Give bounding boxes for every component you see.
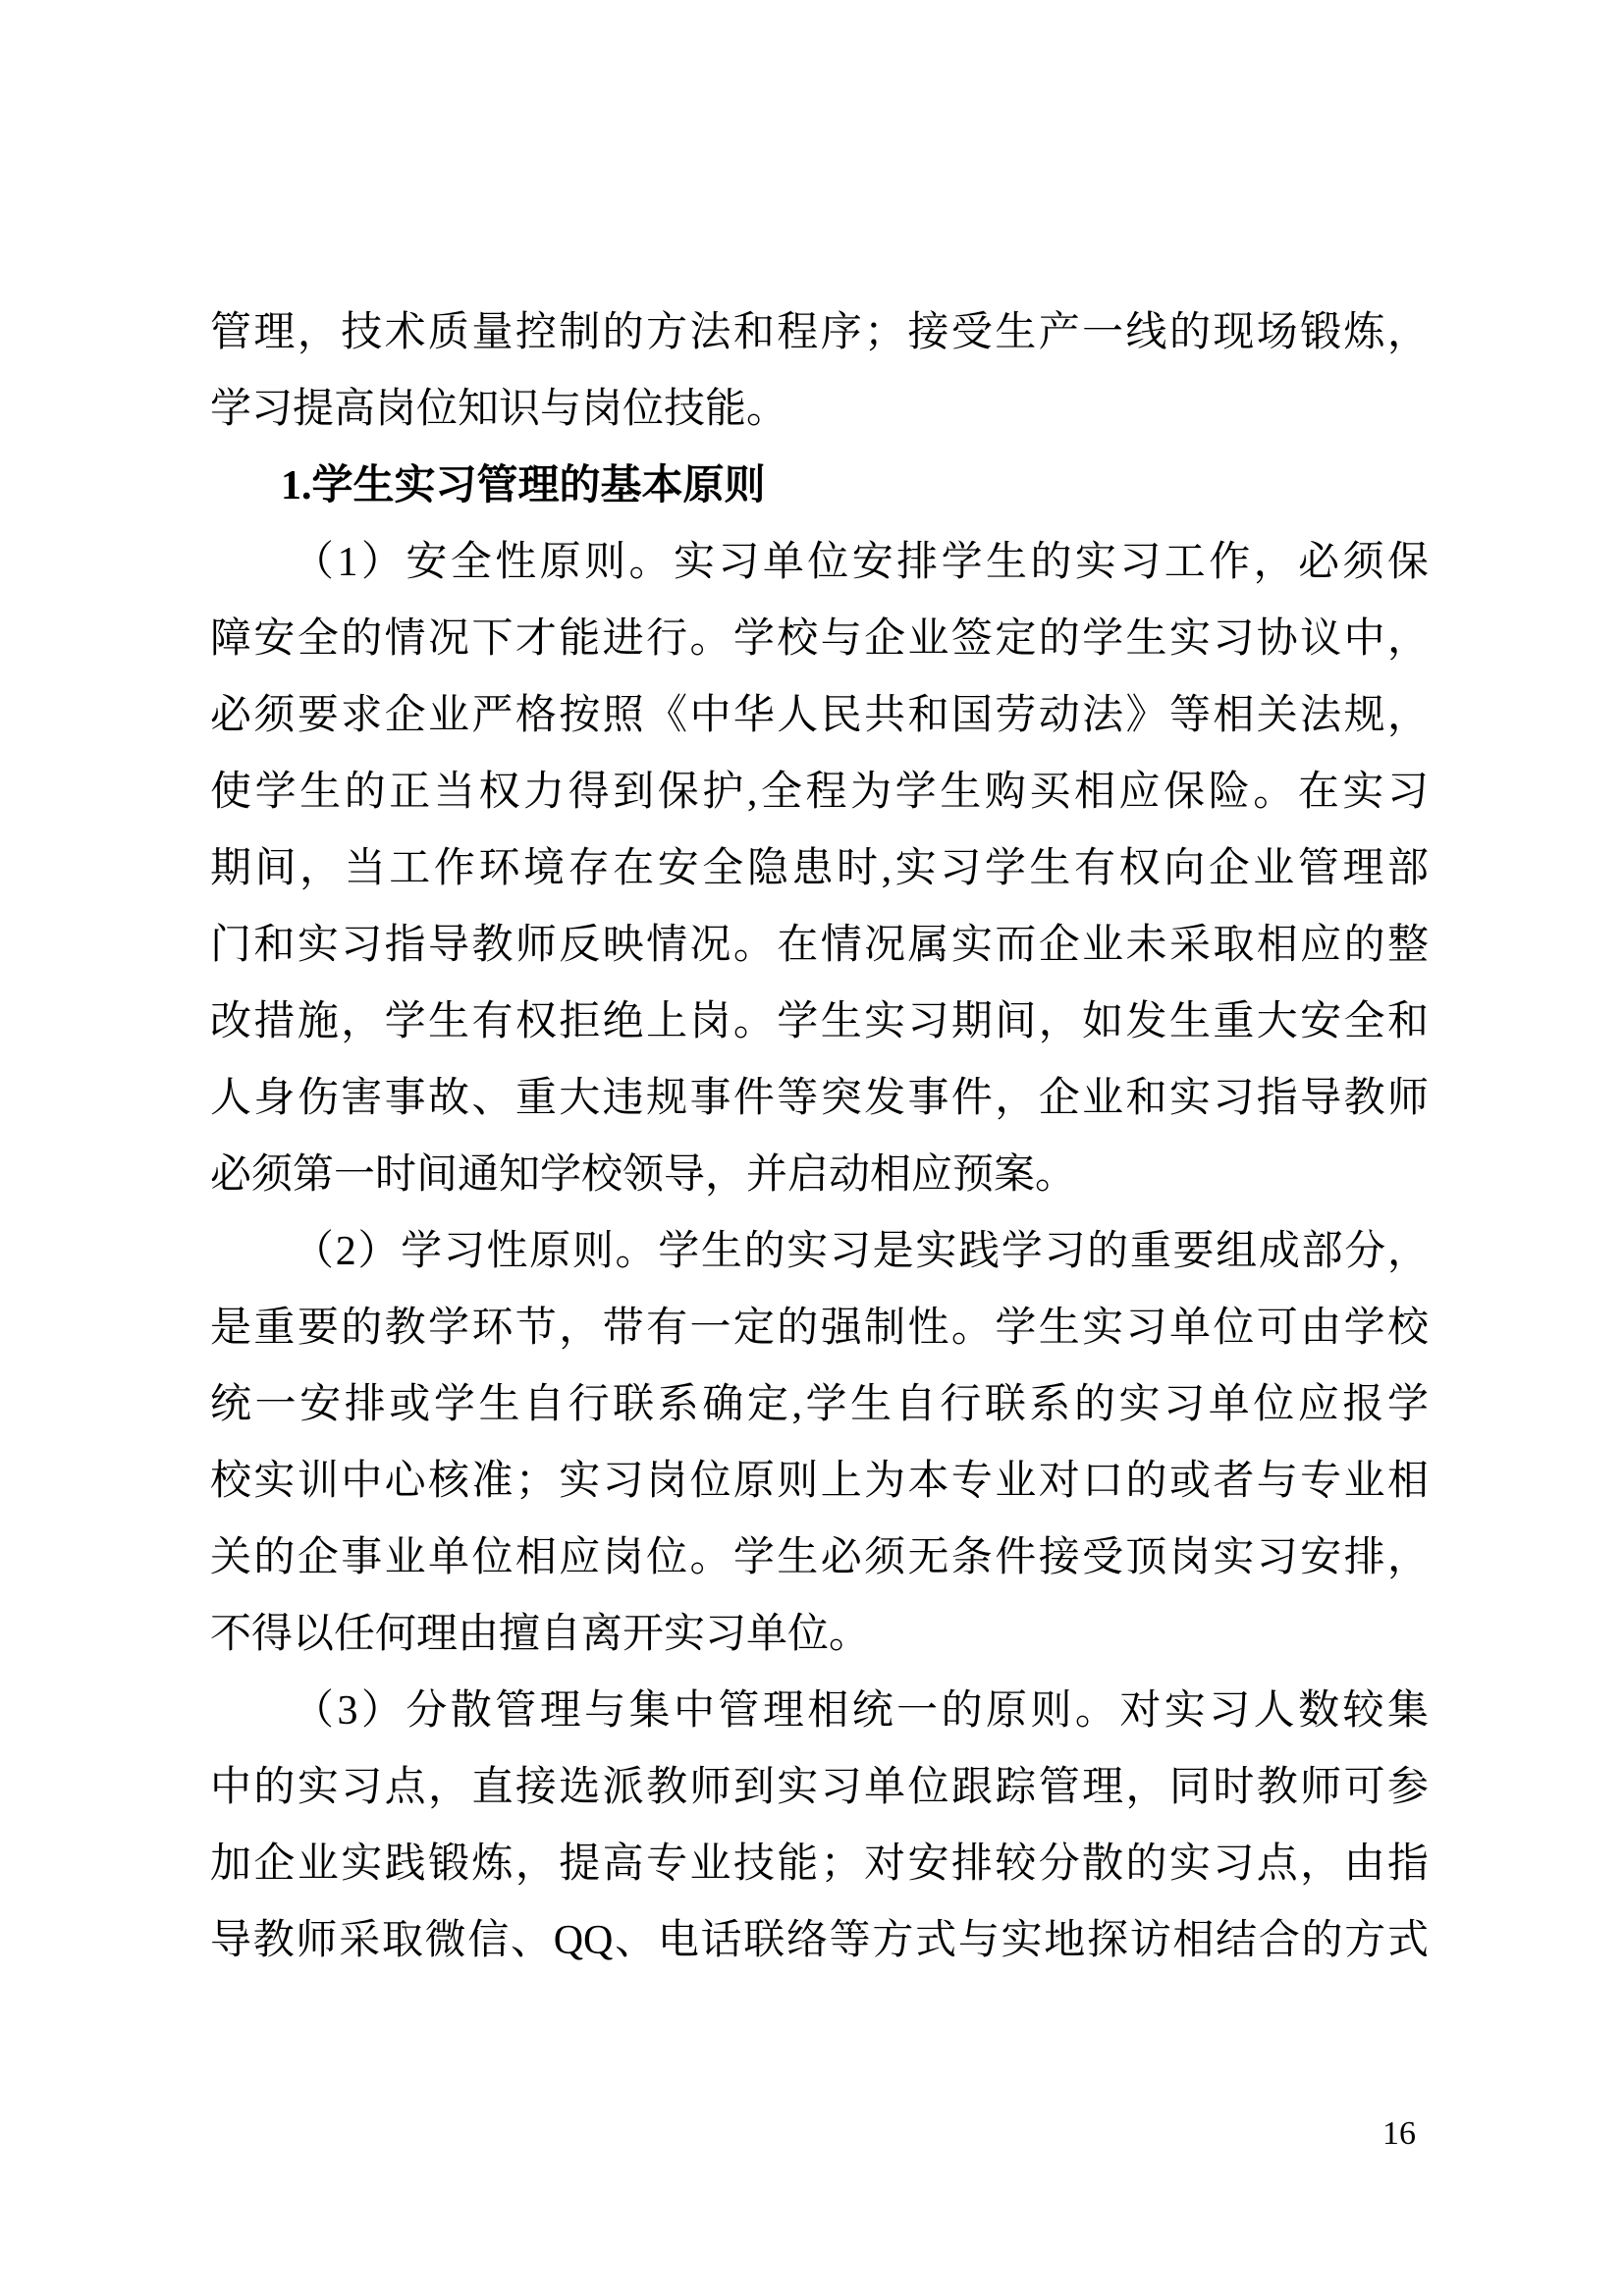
text-line: 是重要的教学环节，带有一定的强制性。学生实习单位可由学校 [210, 1306, 1429, 1351]
text-line: 加企业实践锻炼，提高专业技能；对安排较分散的实习点，由指 [210, 1842, 1429, 1887]
text-line: 门和实习指导教师反映情况。在情况属实而企业未采取相应的整 [210, 923, 1429, 968]
text-line: 导教师采取微信、QQ、电话联络等方式与实地探访相结合的方式 [210, 1918, 1429, 1963]
section-heading: 1.学生实习管理的基本原则 [281, 463, 766, 508]
text-line: 必须要求企业严格按照《中华人民共和国劳动法》等相关法规， [210, 693, 1429, 738]
text-line: 改措施，学生有权拒绝上岗。学生实习期间，如发生重大安全和 [210, 999, 1429, 1044]
text-line: 不得以任何理由擅自离开实习单位。 [210, 1612, 871, 1657]
text-line: 使学生的正当权力得到保护,全程为学生购买相应保险。在实习 [210, 770, 1429, 815]
text-line: 统一安排或学生自行联系确定,学生自行联系的实习单位应报学 [210, 1382, 1429, 1427]
text-line: 障安全的情况下才能进行。学校与企业签定的学生实习协议中， [210, 616, 1429, 662]
text-line: 人身伤害事故、重大违规事件等突发事件，企业和实习指导教师 [210, 1076, 1429, 1121]
text-line: 期间，当工作环境存在安全隐患时,实习学生有权向企业管理部 [210, 846, 1429, 891]
text-line: 必须第一时间通知学校领导，并启动相应预案。 [210, 1152, 1077, 1198]
text-line: 关的企事业单位相应岗位。学生必须无条件接受顶岗实习安排， [210, 1535, 1429, 1580]
text-line: 学习提高岗位知识与岗位技能。 [210, 387, 788, 432]
text-line: （3）分散管理与集中管理相统一的原则。对实习人数较集 [293, 1688, 1429, 1734]
text-line: 校实训中心核准；实习岗位原则上为本专业对口的或者与专业相 [210, 1459, 1429, 1504]
text-line: （2）学习性原则。学生的实习是实践学习的重要组成部分， [293, 1229, 1429, 1274]
page-number: 16 [1382, 2115, 1416, 2152]
text-line: 管理，技术质量控制的方法和程序；接受生产一线的现场锻炼， [210, 310, 1429, 355]
document-body [210, 294, 1429, 1979]
text-line: （1）安全性原则。实习单位安排学生的实习工作，必须保 [293, 540, 1429, 585]
text-line: 中的实习点，直接选派教师到实习单位跟踪管理，同时教师可参 [210, 1765, 1429, 1810]
